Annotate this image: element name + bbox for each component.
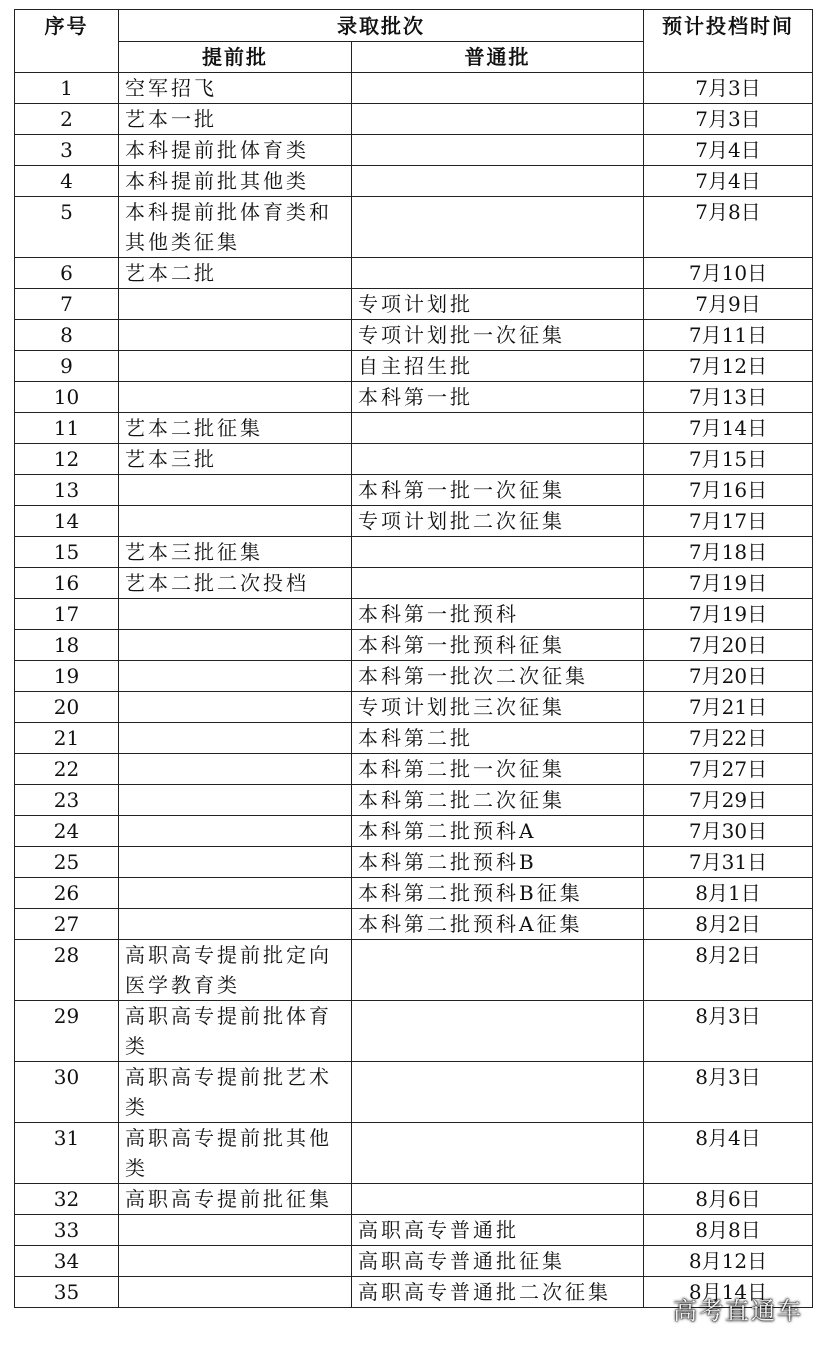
cell-no: 16 <box>15 568 119 599</box>
cell-no: 28 <box>15 940 119 1001</box>
cell-date: 8月6日 <box>644 1184 813 1215</box>
cell-regular-batch: 本科第二批预科A征集 <box>352 909 644 940</box>
cell-no: 24 <box>15 816 119 847</box>
admission-schedule-table <box>14 9 813 1308</box>
cell-regular-batch: 本科第二批 <box>352 723 644 754</box>
cell-regular-batch <box>352 1184 644 1215</box>
table-row <box>15 258 813 289</box>
table-row <box>15 847 813 878</box>
cell-early-batch: 艺本二批征集 <box>119 413 352 444</box>
cell-early-batch <box>119 816 352 847</box>
cell-early-batch <box>119 692 352 723</box>
cell-early-batch <box>119 630 352 661</box>
table-row <box>15 816 813 847</box>
cell-early-batch <box>119 475 352 506</box>
cell-date: 7月27日 <box>644 754 813 785</box>
table-body <box>15 73 813 1308</box>
table-row <box>15 878 813 909</box>
cell-early-batch: 本科提前批其他类 <box>119 166 352 197</box>
cell-no: 6 <box>15 258 119 289</box>
cell-date: 7月29日 <box>644 785 813 816</box>
cell-early-batch <box>119 599 352 630</box>
cell-early-batch <box>119 320 352 351</box>
cell-no: 33 <box>15 1215 119 1246</box>
cell-no: 13 <box>15 475 119 506</box>
cell-no: 7 <box>15 289 119 320</box>
table-row <box>15 1246 813 1277</box>
cell-regular-batch <box>352 135 644 166</box>
cell-early-batch <box>119 847 352 878</box>
table-row <box>15 197 813 258</box>
cell-regular-batch: 自主招生批 <box>352 351 644 382</box>
cell-early-batch: 高职高专提前批定向医学教育类 <box>119 940 352 1001</box>
table-row <box>15 351 813 382</box>
cell-date: 7月20日 <box>644 630 813 661</box>
table-row <box>15 1001 813 1062</box>
table-row <box>15 135 813 166</box>
table-row <box>15 630 813 661</box>
cell-date: 7月3日 <box>644 104 813 135</box>
cell-early-batch <box>119 351 352 382</box>
cell-date: 7月19日 <box>644 599 813 630</box>
cell-early-batch <box>119 506 352 537</box>
table-row <box>15 73 813 104</box>
table-row <box>15 289 813 320</box>
cell-no: 11 <box>15 413 119 444</box>
cell-early-batch <box>119 1277 352 1308</box>
header-regular: 普通批 <box>352 42 644 73</box>
cell-regular-batch <box>352 73 644 104</box>
table-row <box>15 537 813 568</box>
cell-early-batch <box>119 289 352 320</box>
header-batch: 录取批次 <box>119 10 644 42</box>
cell-no: 3 <box>15 135 119 166</box>
cell-early-batch <box>119 661 352 692</box>
table-row <box>15 444 813 475</box>
cell-early-batch: 空军招飞 <box>119 73 352 104</box>
cell-no: 20 <box>15 692 119 723</box>
cell-regular-batch: 本科第二批二次征集 <box>352 785 644 816</box>
cell-no: 2 <box>15 104 119 135</box>
table-row <box>15 723 813 754</box>
cell-early-batch: 本科提前批体育类和其他类征集 <box>119 197 352 258</box>
cell-regular-batch: 专项计划批一次征集 <box>352 320 644 351</box>
cell-regular-batch: 本科第一批次二次征集 <box>352 661 644 692</box>
cell-regular-batch: 本科第二批预科B征集 <box>352 878 644 909</box>
cell-early-batch <box>119 909 352 940</box>
cell-date: 7月18日 <box>644 537 813 568</box>
cell-early-batch <box>119 1246 352 1277</box>
cell-regular-batch <box>352 166 644 197</box>
table-row <box>15 754 813 785</box>
cell-date: 7月19日 <box>644 568 813 599</box>
cell-no: 23 <box>15 785 119 816</box>
cell-no: 15 <box>15 537 119 568</box>
cell-no: 21 <box>15 723 119 754</box>
cell-regular-batch: 高职高专普通批征集 <box>352 1246 644 1277</box>
cell-no: 31 <box>15 1123 119 1184</box>
cell-date: 7月15日 <box>644 444 813 475</box>
cell-regular-batch: 本科第一批一次征集 <box>352 475 644 506</box>
cell-early-batch: 艺本二批二次投档 <box>119 568 352 599</box>
cell-regular-batch <box>352 940 644 1001</box>
table-row <box>15 568 813 599</box>
cell-regular-batch <box>352 197 644 258</box>
cell-early-batch: 艺本二批 <box>119 258 352 289</box>
cell-early-batch: 本科提前批体育类 <box>119 135 352 166</box>
cell-early-batch: 高职高专提前批征集 <box>119 1184 352 1215</box>
cell-early-batch <box>119 754 352 785</box>
cell-date: 7月21日 <box>644 692 813 723</box>
cell-regular-batch: 本科第一批预科征集 <box>352 630 644 661</box>
cell-no: 1 <box>15 73 119 104</box>
table-row <box>15 166 813 197</box>
cell-no: 17 <box>15 599 119 630</box>
table-row <box>15 1215 813 1246</box>
table-row <box>15 382 813 413</box>
cell-no: 10 <box>15 382 119 413</box>
cell-date: 7月31日 <box>644 847 813 878</box>
cell-date: 7月3日 <box>644 73 813 104</box>
watermark: 高考直通车 <box>673 1297 803 1325</box>
cell-no: 22 <box>15 754 119 785</box>
cell-date: 8月8日 <box>644 1215 813 1246</box>
cell-regular-batch: 专项计划批 <box>352 289 644 320</box>
cell-regular-batch: 专项计划批三次征集 <box>352 692 644 723</box>
cell-regular-batch <box>352 444 644 475</box>
table-row <box>15 599 813 630</box>
cell-date: 7月22日 <box>644 723 813 754</box>
cell-date: 8月12日 <box>644 1246 813 1277</box>
cell-regular-batch: 本科第二批预科A <box>352 816 644 847</box>
table-row <box>15 320 813 351</box>
cell-early-batch: 高职高专提前批其他类 <box>119 1123 352 1184</box>
cell-regular-batch: 专项计划批二次征集 <box>352 506 644 537</box>
cell-date: 7月8日 <box>644 197 813 258</box>
cell-no: 29 <box>15 1001 119 1062</box>
cell-early-batch: 艺本三批 <box>119 444 352 475</box>
table-row <box>15 909 813 940</box>
cell-regular-batch <box>352 1001 644 1062</box>
cell-date: 7月14日 <box>644 413 813 444</box>
cell-regular-batch <box>352 258 644 289</box>
cell-early-batch: 艺本一批 <box>119 104 352 135</box>
cell-regular-batch <box>352 1062 644 1123</box>
cell-regular-batch: 本科第二批预科B <box>352 847 644 878</box>
table-row <box>15 1184 813 1215</box>
cell-date: 7月16日 <box>644 475 813 506</box>
header-time: 预计投档时间 <box>644 10 813 73</box>
cell-regular-batch <box>352 413 644 444</box>
table-row <box>15 692 813 723</box>
table-row <box>15 413 813 444</box>
header-early: 提前批 <box>119 42 352 73</box>
cell-regular-batch: 高职高专普通批 <box>352 1215 644 1246</box>
table-row <box>15 104 813 135</box>
cell-date: 7月4日 <box>644 166 813 197</box>
cell-early-batch <box>119 723 352 754</box>
cell-no: 32 <box>15 1184 119 1215</box>
cell-no: 18 <box>15 630 119 661</box>
cell-date: 7月4日 <box>644 135 813 166</box>
table-row <box>15 661 813 692</box>
cell-early-batch <box>119 878 352 909</box>
cell-no: 5 <box>15 197 119 258</box>
cell-date: 7月17日 <box>644 506 813 537</box>
cell-regular-batch <box>352 1123 644 1184</box>
cell-no: 26 <box>15 878 119 909</box>
cell-date: 7月20日 <box>644 661 813 692</box>
cell-date: 7月9日 <box>644 289 813 320</box>
cell-no: 19 <box>15 661 119 692</box>
table-row <box>15 1062 813 1123</box>
cell-regular-batch: 本科第一批 <box>352 382 644 413</box>
cell-date: 8月4日 <box>644 1123 813 1184</box>
cell-regular-batch <box>352 104 644 135</box>
cell-date: 8月2日 <box>644 909 813 940</box>
cell-early-batch: 高职高专提前批艺术类 <box>119 1062 352 1123</box>
cell-date: 8月2日 <box>644 940 813 1001</box>
table-row <box>15 506 813 537</box>
header-no: 序号 <box>15 10 119 73</box>
cell-date: 7月30日 <box>644 816 813 847</box>
table-row <box>15 475 813 506</box>
cell-regular-batch: 本科第二批一次征集 <box>352 754 644 785</box>
cell-no: 34 <box>15 1246 119 1277</box>
cell-no: 25 <box>15 847 119 878</box>
cell-regular-batch <box>352 568 644 599</box>
cell-date: 8月3日 <box>644 1062 813 1123</box>
cell-early-batch: 艺本三批征集 <box>119 537 352 568</box>
cell-no: 4 <box>15 166 119 197</box>
cell-date: 7月12日 <box>644 351 813 382</box>
cell-no: 30 <box>15 1062 119 1123</box>
table-row <box>15 1123 813 1184</box>
cell-no: 14 <box>15 506 119 537</box>
cell-date: 7月10日 <box>644 258 813 289</box>
cell-date: 8月3日 <box>644 1001 813 1062</box>
cell-no: 12 <box>15 444 119 475</box>
cell-date: 7月11日 <box>644 320 813 351</box>
cell-no: 35 <box>15 1277 119 1308</box>
cell-early-batch <box>119 382 352 413</box>
cell-regular-batch <box>352 537 644 568</box>
cell-regular-batch: 本科第一批预科 <box>352 599 644 630</box>
cell-early-batch <box>119 785 352 816</box>
table-row <box>15 940 813 1001</box>
table-row <box>15 785 813 816</box>
cell-date: 7月13日 <box>644 382 813 413</box>
cell-early-batch: 高职高专提前批体育类 <box>119 1001 352 1062</box>
cell-early-batch <box>119 1215 352 1246</box>
cell-date: 8月1日 <box>644 878 813 909</box>
cell-no: 9 <box>15 351 119 382</box>
cell-no: 8 <box>15 320 119 351</box>
cell-no: 27 <box>15 909 119 940</box>
cell-date: 8月14日 <box>644 1277 813 1308</box>
cell-regular-batch: 高职高专普通批二次征集 <box>352 1277 644 1308</box>
